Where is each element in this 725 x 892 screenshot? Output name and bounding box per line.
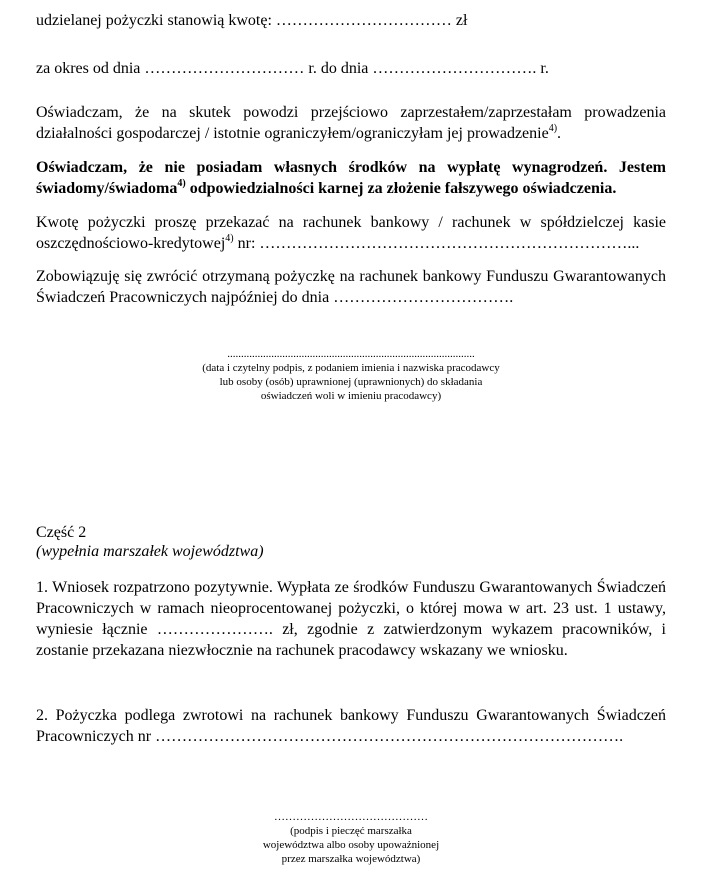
signature-line: ……………………………………	[274, 811, 428, 823]
part2-item-2: 2. Pożyczka podlega zwrotowi na rachunek bankowy Funduszu Gwarantowanych Świadczeń Pracowniczych nr …………………………………………………………………………….	[36, 707, 666, 745]
marshal-signature-block	[206, 810, 496, 866]
funds-declaration-text-end: odpowiedzialności karnej za złożenie fałszywego oświadczenia.	[185, 180, 617, 197]
repayment-obligation: Zobowiązuję się zwrócić otrzymaną pożyczkę na rachunek bankowy Funduszu Gwarantowanych Świadczeń Pracowniczych najpóźniej do dnia …………………………….	[36, 268, 666, 306]
flood-declaration-text: Oświadczam, że na skutek powodzi przejściowo zaprzestałem/zaprzestałam prowadzenia działalności gospodarczej / istotnie ograniczyłem/ograniczyłam jej prowadzenie	[36, 104, 666, 142]
signature-caption-line: (data i czytelny podpis, z podaniem imienia i nazwiska pracodawcy	[202, 362, 500, 374]
part2-item-1: 1. Wniosek rozpatrzono pozytywnie. Wypłata ze środków Funduszu Gwarantowanych Świadczeń Pracowniczych w ramach nieoprocentowanej pożyczki, o której mowa w art. 23 ust. 1 ustawy, wyniesie łącznie …………………. zł, zgodnie z zatwierdzonym wykazem pracowników, i zostanie przekazana niezwłocznie na rachunek pracodawcy wskazany we wniosku.	[36, 579, 666, 659]
loan-amount-line: udzielanej pożyczki stanowią kwotę: …………………………… zł	[36, 12, 468, 29]
funds-declaration	[36, 157, 666, 199]
footnote-ref: 4)	[548, 123, 558, 134]
signature-caption-line: województwa albo osoby upoważnionej	[262, 839, 440, 851]
employer-signature-block	[166, 347, 536, 403]
transfer-request	[36, 212, 666, 254]
footnote-ref: 4)	[225, 233, 234, 244]
footnote-ref: 4)	[177, 178, 186, 189]
signature-line: ..........................................................................................	[227, 348, 475, 360]
part2-title: Część 2	[36, 524, 87, 541]
flood-declaration-end: .	[557, 125, 562, 142]
part2-subtitle: (wypełnia marszałek województwa)	[36, 543, 264, 560]
signature-caption-line: oświadczeń woli w imieniu pracodawcy)	[260, 390, 442, 402]
account-number-line: nr: ……………………………………………………………...	[233, 235, 640, 252]
signature-caption-line: lub osoby (osób) uprawnionej (uprawnionych) do składania	[219, 376, 483, 388]
signature-caption-line: przez marszałka województwa)	[281, 853, 421, 865]
loan-period-line: za okres od dnia ………………………… r. do dnia …………………………. r.	[36, 60, 549, 77]
signature-caption-line: (podpis i pieczęć marszałka	[290, 825, 412, 837]
transfer-request-text: Kwotę pożyczki proszę przekazać na rachunek bankowy / rachunek w spółdzielczej kasie oszczędnościowo-kredytowej	[36, 214, 666, 252]
funds-declaration-text: Oświadczam, że nie posiadam własnych środków na wypłatę wynagrodzeń. Jestem świadomy/świadoma	[36, 159, 666, 197]
flood-declaration	[36, 102, 666, 144]
